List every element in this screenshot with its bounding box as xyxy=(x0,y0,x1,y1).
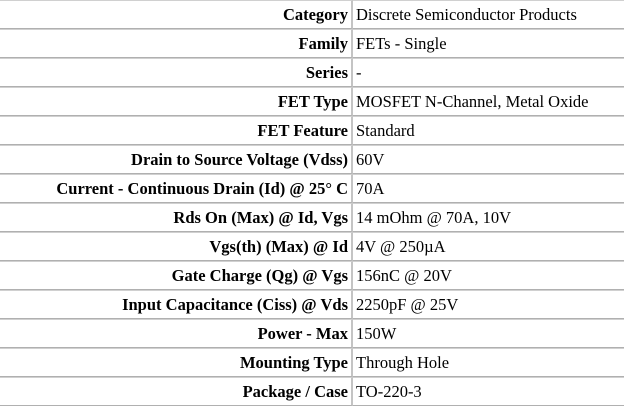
spec-label: FET Feature xyxy=(0,116,353,145)
spec-label: Drain to Source Voltage (Vdss) xyxy=(0,145,353,174)
spec-value: 150W xyxy=(353,319,624,348)
spec-row xyxy=(0,87,624,116)
spec-value: TO-220-3 xyxy=(353,377,624,406)
spec-label: Power - Max xyxy=(0,319,353,348)
spec-row xyxy=(0,203,624,232)
spec-row xyxy=(0,145,624,174)
spec-label: Mounting Type xyxy=(0,348,353,377)
spec-label: FET Type xyxy=(0,87,353,116)
spec-value: 60V xyxy=(353,145,624,174)
spec-label: Input Capacitance (Ciss) @ Vds xyxy=(0,290,353,319)
spec-row xyxy=(0,116,624,145)
spec-row xyxy=(0,0,624,29)
spec-value: Through Hole xyxy=(353,348,624,377)
spec-value: 14 mOhm @ 70A, 10V xyxy=(353,203,624,232)
spec-row xyxy=(0,58,624,87)
spec-row xyxy=(0,261,624,290)
spec-value: Discrete Semiconductor Products xyxy=(353,0,624,29)
spec-row xyxy=(0,319,624,348)
spec-value: 4V @ 250µA xyxy=(353,232,624,261)
spec-value: MOSFET N-Channel, Metal Oxide xyxy=(353,87,624,116)
spec-value: - xyxy=(353,58,624,87)
spec-label: Vgs(th) (Max) @ Id xyxy=(0,232,353,261)
spec-label: Category xyxy=(0,0,353,29)
spec-label: Series xyxy=(0,58,353,87)
spec-value: Standard xyxy=(353,116,624,145)
spec-label: Rds On (Max) @ Id, Vgs xyxy=(0,203,353,232)
spec-row xyxy=(0,174,624,203)
spec-row xyxy=(0,29,624,58)
spec-label: Package / Case xyxy=(0,377,353,406)
spec-value: 70A xyxy=(353,174,624,203)
spec-label: Family xyxy=(0,29,353,58)
spec-row xyxy=(0,232,624,261)
spec-row xyxy=(0,348,624,377)
spec-label: Gate Charge (Qg) @ Vgs xyxy=(0,261,353,290)
spec-label: Current - Continuous Drain (Id) @ 25° C xyxy=(0,174,353,203)
spec-row xyxy=(0,377,624,406)
spec-value: FETs - Single xyxy=(353,29,624,58)
spec-row xyxy=(0,290,624,319)
spec-value: 156nC @ 20V xyxy=(353,261,624,290)
spec-value: 2250pF @ 25V xyxy=(353,290,624,319)
